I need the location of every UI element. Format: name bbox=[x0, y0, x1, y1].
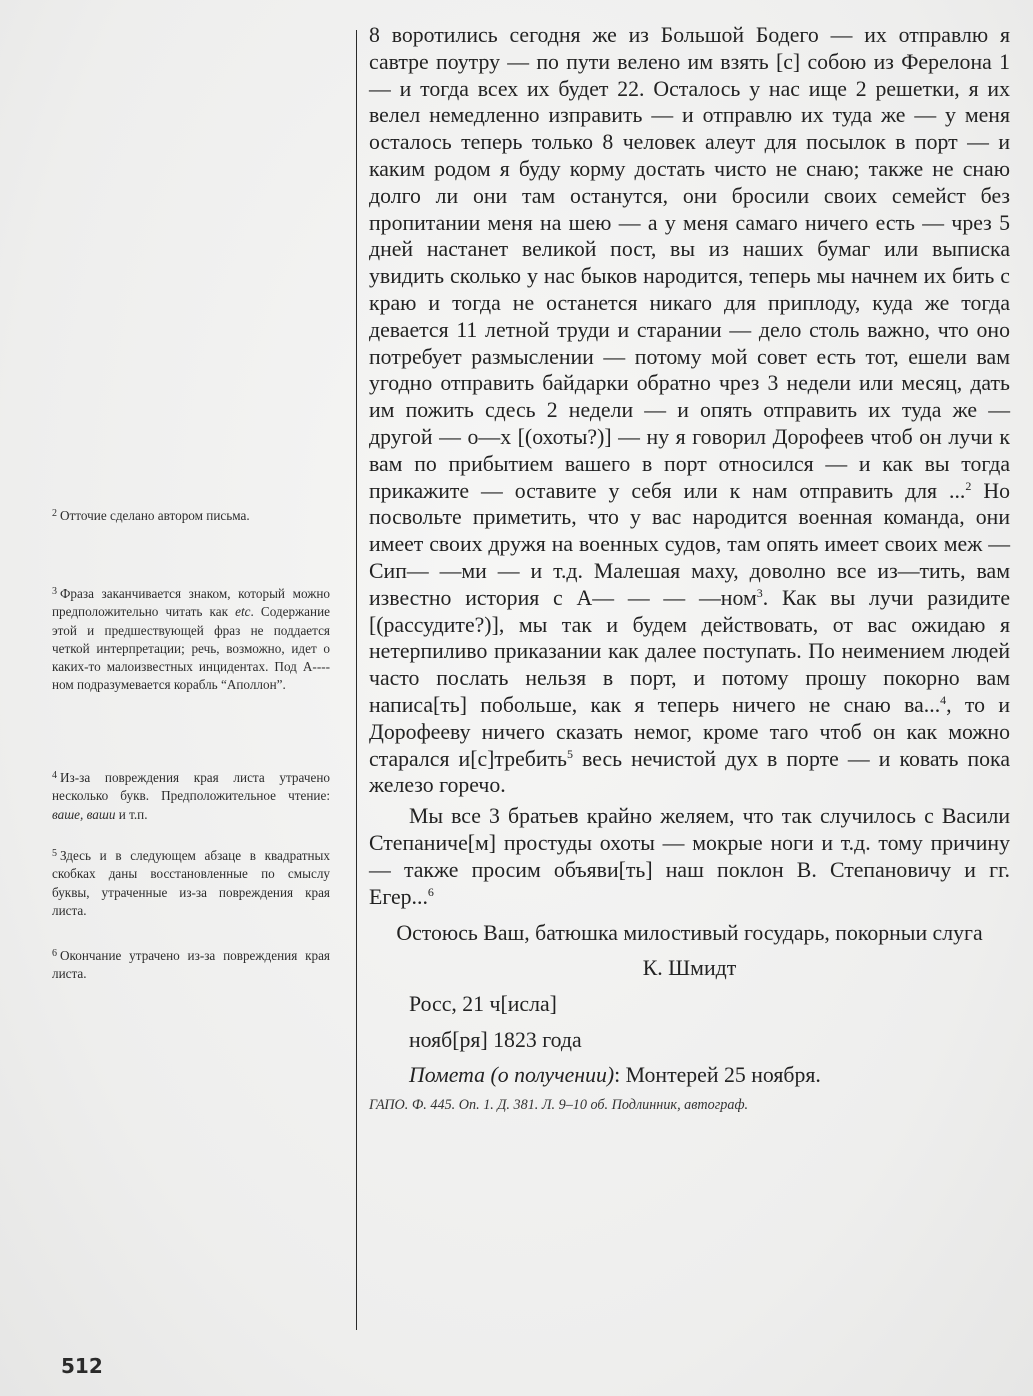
footnote-text: Отточие сделано автором письма. bbox=[60, 508, 250, 523]
letter-text: весь нечистой дух в порте — и ковать пока железо горечо. bbox=[369, 746, 1010, 798]
letter-place-date: Росс, 21 ч[исла] bbox=[409, 991, 557, 1016]
footnote-ref-5: 5 bbox=[567, 746, 573, 761]
footnote-number: 5 bbox=[52, 848, 57, 859]
letter-closing: Остоюсь Ваш, батюшка милостивый государь, покорныи слуга bbox=[396, 921, 983, 946]
footnote-ref-2: 2 bbox=[965, 478, 972, 493]
footnote-italic: etc bbox=[235, 604, 251, 620]
letter-paragraph-1 bbox=[369, 22, 1010, 799]
letter-text: Но посвольте приметить, что у вас народится военная команда, они имеет своих дружя на военных судов, там опять имеет своих меж — Сип— —ми — и т.д. Малешая маху, доволно все из—тить, вам известно история с А— — — —ном bbox=[369, 478, 1010, 610]
letter-paragraph-2 bbox=[369, 803, 1010, 910]
footnote-2 bbox=[52, 505, 330, 525]
footnote-4 bbox=[52, 767, 330, 824]
footnote-text: и т.п. bbox=[115, 806, 148, 822]
letter-body bbox=[369, 22, 1010, 1114]
letter-date: нояб[ря] 1823 года bbox=[409, 1027, 582, 1052]
letter-signature: К. Шмидт bbox=[642, 956, 737, 981]
footnote-text: Из-за повреждения края листа утрачено несколько букв. Предположительное чтение: bbox=[52, 770, 330, 804]
footnote-number: 2 bbox=[52, 508, 57, 519]
letter-text: . Как вы лучи разидите [(рассудите?)], мы так и будем действовать, от вас ожидаю я нетерпиливо приказании как далее поступать. По неимением людей часто послать нельзя в порт, и потому прошу покорно вам написа[ть] побольше, как я теперь ничего не снаю ва... bbox=[369, 585, 1010, 717]
footnote-text: Окончание утрачено из-за повреждения края листа. bbox=[52, 948, 330, 982]
footnote-number: 4 bbox=[52, 770, 57, 781]
column-divider bbox=[356, 30, 357, 1330]
footnote-number: 6 bbox=[52, 948, 57, 959]
receipt-mark-text: : Монтерей 25 ноября. bbox=[614, 1063, 821, 1088]
footnote-text: Фраза заканчивается знаком, который можно предположительно читать как bbox=[52, 586, 330, 620]
footnote-number: 3 bbox=[52, 586, 57, 597]
archive-source: ГАПО. Ф. 445. Оп. 1. Д. 381. Л. 9–10 об. Подлинник, автограф. bbox=[369, 1097, 749, 1114]
footnote-3 bbox=[52, 583, 330, 695]
page-number: 512 bbox=[61, 1354, 103, 1378]
footnote-6 bbox=[52, 945, 330, 984]
footnote-ref-4: 4 bbox=[940, 692, 947, 707]
letter-text: , то и Дорофееву ничего сказать немог, кроме таго чтоб он как можно старался и[с]требить bbox=[369, 692, 1010, 771]
receipt-mark bbox=[369, 1062, 1010, 1089]
letter-text: 8 воротились сегодня же из Большой Бодего — их отправлю я савтре поутру — по пути велено им взять [с] собою из Ферелона 1 — и тогда всех их будет 22. Осталось у нас ище 2 решетки, я их велел немедленно изправить — и отправлю их туда же — у меня осталось теперь только 8 человек алеут для посылок в порт — и каким родом я буду корму достать чисто не снаю; также не снаю долго ли они там останутся, они бросили своих семейст без пропитании меня на шею — а у меня самаго ничего есть — чрез 5 дней настанет великой пост, вы из наших бумаг или выписка увидить сколько у нас быков народится, теперь мы начнем их бить с краю и тогда не останется никаго для приплоду, куда же тогда девается 11 летной труди и старании — дело столь важно, что оно потребует размыслении — потому мой совет есть тот, ешели вам угодно отправить байдарки обратно чрез 3 недели или месяц, дать им пожить сдесь 2 недели — и опять отправить их туда же — другой — о—х [(охоты?)] — ну я говорил Дорофеев чтоб он лучи к вам по прибытием вашего в порт относился — и как вы тогда прикажите — оставите у себя или к нам отправить для ... bbox=[369, 23, 1010, 503]
footnote-ref-3: 3 bbox=[756, 585, 763, 600]
footnote-text: Здесь и в следующем абзаце в квадратных скобках даны восстановленные по смыслу буквы, утраченные из-за повреждения края листа. bbox=[52, 848, 330, 918]
footnote-ref-6: 6 bbox=[427, 884, 434, 899]
footnote-italic: ваше, ваши bbox=[52, 806, 116, 822]
footnote-text: . Содержание этой и предшествующей фраз не поддается четкой интерпретации; речь, возможно, идет о каких-то малоизвестных инцидентах. Под А----ном подразумевается корабль “Аполлон”. bbox=[52, 604, 330, 693]
receipt-mark-label: Помета (о получении) bbox=[409, 1063, 615, 1088]
footnote-5 bbox=[52, 845, 330, 920]
letter-text: Мы все 3 братьев крайно желяем, что так случилось с Васили Степаниче[м] простуды охоты — мокрые ноги и т.д. тому причину — также просим объяви[ть] наш поклон В. Степановичу и гг. Егер... bbox=[369, 804, 1010, 909]
